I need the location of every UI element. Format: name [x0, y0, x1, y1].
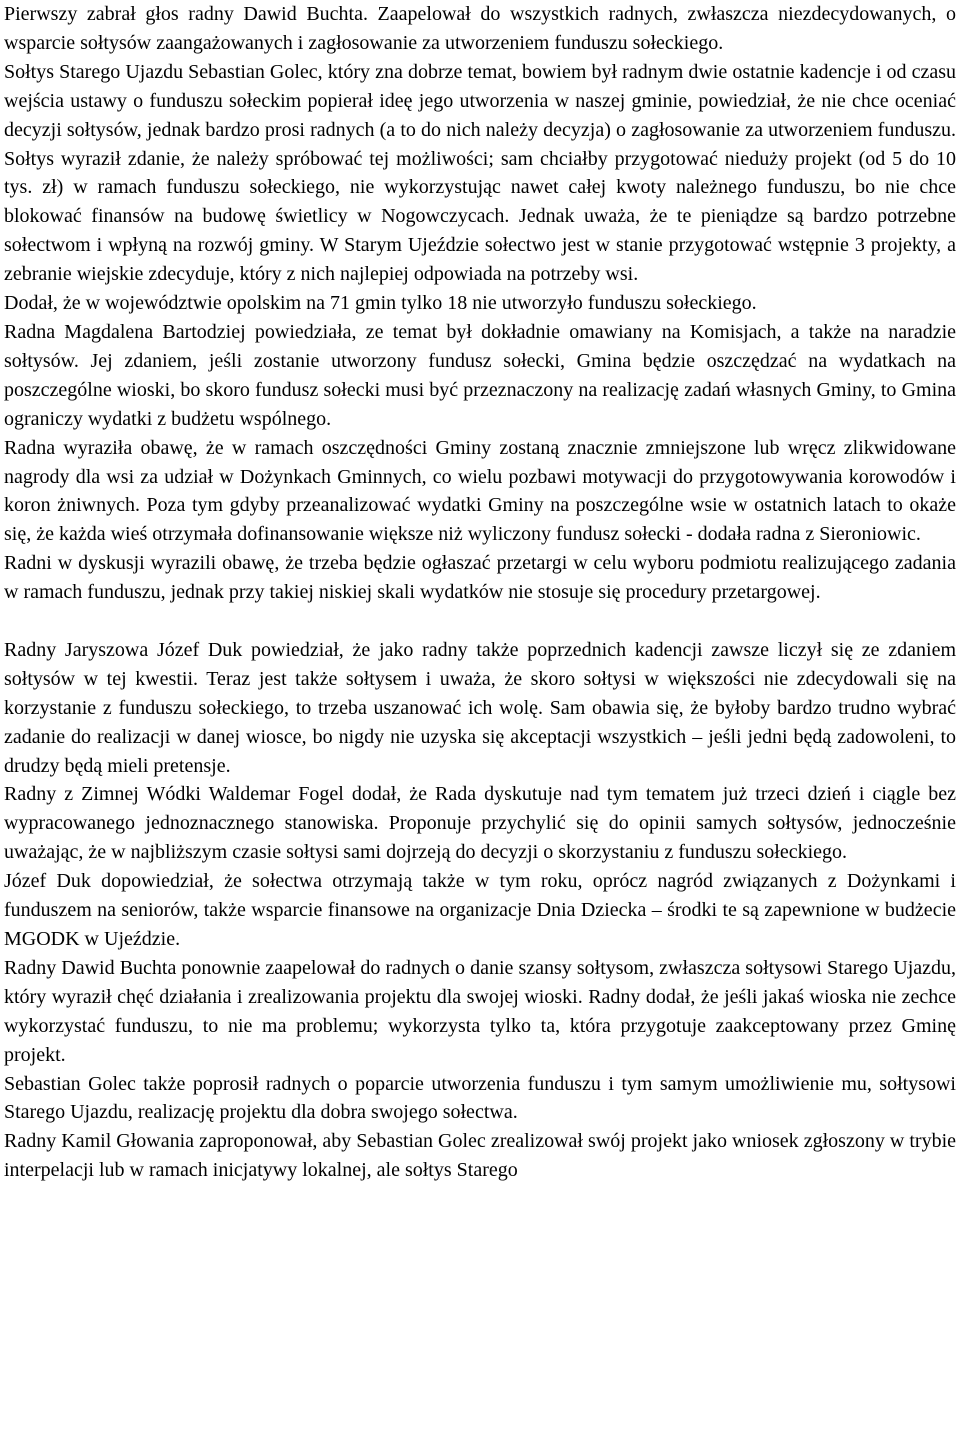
- paragraph-duk-addendum: Józef Duk dopowiedział, że sołectwa otrzymają także w tym roku, oprócz nagród związanych z Dożynkami i funduszem na seniorów, także wsparcie finansowe na organizacje Dnia Dziecka – środki te są zapewnione w budżecie MGODK w Ujeździe.: [4, 870, 956, 950]
- paragraph-golec-statement: Sołtys Starego Ujazdu Sebastian Golec, który zna dobrze temat, bowiem był radnym dwie ostatnie kadencje i od czasu wejścia ustawy o funduszu sołeckim popierał ideę jego utworzenia w naszej gminie, powiedział, że nie chce oceniać decyzji sołtysów, jednak bardzo prosi radnych (a to do nich należy decyzja) o zagłosowanie za utworzeniem funduszu. Sołtys wyraził zdanie, że należy spróbować tej możliwości; sam chciałby przygotować niedużу projekt (od 5 do 10 tys. zł) w ramach funduszu sołeckiego, nie wykorzystując nawet całej kwoty należnego funduszu, bo nie chce blokować finansów na budowę świetlicy w Nogowczycach. Jednak uważa, że te pieniądze są bardzo potrzebne sołectwom i wpłyną na rozwój gminy. W Starym Ujeździe sołectwo jest w stanie przygotować wstępnie 3 projekty, a zebranie wiejskie zdecyduje, który z nich najlepiej odpowiada na potrzeby wsi.: [4, 60, 956, 286]
- paragraph-opolskie-statistic: Dodał, że w województwie opolskim na 71 gmin tylko 18 nie utworzyło funduszu sołeckiego.: [4, 292, 757, 315]
- paragraph-bartodziej-concern: Radna wyraziła obawę, że w ramach oszczędności Gminy zostaną znacznie zmniejszone lub wręcz zlikwidowane nagrody dla wsi za udział w Dożynkach Gminnych, co wielu pozbawi motywacji do przygotowywania korowodów i koron żniwnych. Poza tym gdyby przeanalizować wydatki Gminy na poszczególne wsie w ostatnich latach to okaże się, że każda wieś otrzymała dofinansowanie większe niż wyliczony fundusz sołecki - dodała radna z Sieroniowic.: [4, 436, 956, 546]
- paragraph-buchta-appeal: Pierwszy zabrał głos radny Dawid Buchta. Zaapelował do wszystkich radnych, zwłaszcza niezdecydowanych, o wsparcie sołtysów zaangażowanych i zagłosowanie za utworzeniem funduszu sołeckiego.: [4, 3, 956, 54]
- paragraph-duk-statement: Radny Jaryszowa Józef Duk powiedział, że jako radny także poprzednich kadencji zawsze liczył się ze zdaniem sołtysów w tej kwestii. Teraz jest także sołtysem i uważa, że skoro sołtysi w większości nie zdecydowali się na korzystanie z funduszu sołeckiego, to trzeba uszanować ich wolę. Sam obawia się, że byłoby bardzo trudno wybrać zadanie do realizacji w danej wiosce, bo nigdy nie uzyska się akceptacji wszystkich – jeśli jedni będą zadowoleni, to drudzy będą mieli pretensje.: [4, 638, 956, 777]
- paragraph-golec-request: Sebastian Golec także poprosił radnych o poparcie utworzenia funduszu i tym samym umożliwienie mu, sołtysowi Starego Ujazdu, realizację projektu dla dobra swojego sołectwa.: [4, 1072, 956, 1124]
- paragraph-tender-concern: Radni w dyskusji wyrazili obawę, że trzeba będzie ogłaszać przetargi w celu wyboru podmiotu realizującego zadania w ramach funduszu, jednak przy takiej niskiej skali wydatków nie stosuje się procedury przetargowej.: [4, 552, 956, 604]
- paragraph-fogel-statement: Radny z Zimnej Wódki Waldemar Fogel dodał, że Rada dyskutuje nad tym tematem już trzeci dzień i ciągle bez wypracowanego jednoznacznego stanowiska. Proponuje przychylić się do opinii samych sołtysów, jednocześnie uważając, że w najbliższym czasie sołtysi sami dojrzeją do decyzji o skorzystaniu z funduszu sołeckiego.: [4, 783, 956, 864]
- paragraph-bartodziej-statement: Radna Magdalena Bartodziej powiedziała, ze temat był dokładnie omawiany na Komisjach, a także na naradzie sołtysów. Jej zdaniem, jeśli zostanie utworzony fundusz sołecki, Gmina będzie oszczędzać na wydatkach na poszczególne wioski, bo skoro fundusz sołecki musi być przeznaczony na realizację zadań własnych Gminy, to Gmina ograniczy wydatki z budżetu wspólnego.: [4, 320, 956, 430]
- paragraph-buchta-second-appeal: Radny Dawid Buchta ponownie zaapelował do radnych o danie szansy sołtysom, zwłaszcza sołtysowi Starego Ujazdu, który wyraził chęć działania i zrealizowania projektu dla swojej wioski. Radny dodał, że jeśli jakaś wioska nie zechce wykorzystać funduszu, to nie ma problemu; wykorzysta tylko ta, która przygotuje zaakceptowany przez Gminę projekt.: [4, 956, 956, 1066]
- paragraph-glowania-proposal: Radny Kamil Głowania zaproponował, aby Sebastian Golec zrealizował swój projekt jako wniosek zgłoszony w trybie interpelacji lub w ramach inicjatywy lokalnej, ale sołtys Starego: [4, 1130, 956, 1182]
